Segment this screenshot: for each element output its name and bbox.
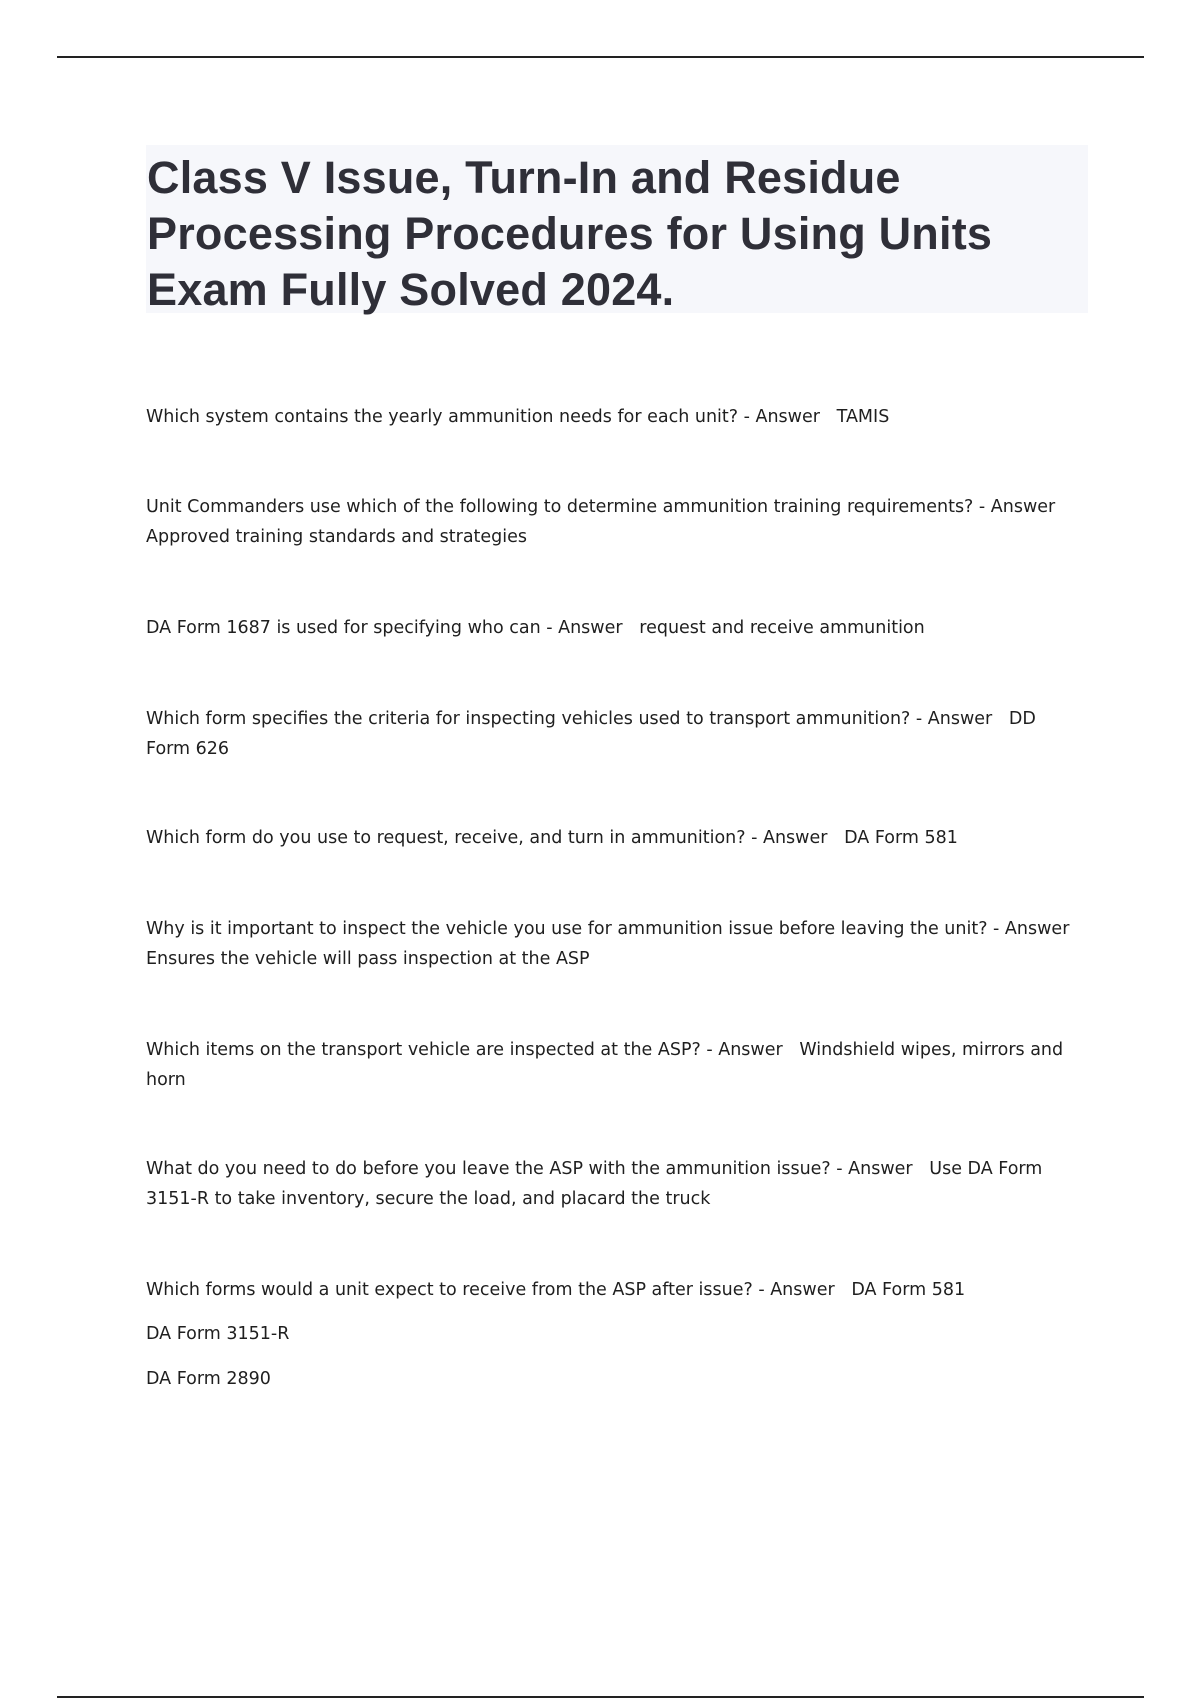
- qa-item-4: Which form specifies the criteria for inspecting vehicles used to transport ammunition? - Answer DD Form 626: [146, 709, 1042, 759]
- top-rule: [57, 56, 1144, 58]
- qa-item-6: Why is it important to inspect the vehicle you use for ammunition issue before leaving the unit? - Answer Ensures the vehicle will pass inspection at the ASP: [146, 919, 1087, 969]
- qa-item-1: Which system contains the yearly ammunition needs for each unit? - Answer TAMIS: [146, 407, 890, 427]
- qa-item-7: Which items on the transport vehicle are inspected at the ASP? - Answer Windshield wipes, mirrors and horn: [146, 1040, 1069, 1090]
- qa-item-3: DA Form 1687 is used for specifying who can - Answer request and receive ammunition: [146, 618, 925, 638]
- title-block: [146, 145, 1088, 313]
- qa-item-5: Which form do you use to request, receive, and turn in ammunition? - Answer DA Form 581: [146, 828, 958, 848]
- bottom-rule: [57, 1696, 1144, 1698]
- answer-line-1: DA Form 3151-R: [146, 1324, 290, 1344]
- answer-line-2: DA Form 2890: [146, 1369, 271, 1389]
- qa-item-8: What do you need to do before you leave the ASP with the ammunition issue? - Answer Use DA Form 3151-R to take inventory, secure the load, and placard the truck: [146, 1159, 1048, 1209]
- qa-item-2: Unit Commanders use which of the following to determine ammunition training requirements? - Answer Approved training standards and strategies: [146, 497, 1072, 547]
- document-title: Class V Issue, Turn-In and Residue Processing Procedures for Using Units Exam Fully Solved 2024.: [147, 152, 993, 315]
- qa-item-9: Which forms would a unit expect to receive from the ASP after issue? - Answer DA Form 581: [146, 1280, 966, 1300]
